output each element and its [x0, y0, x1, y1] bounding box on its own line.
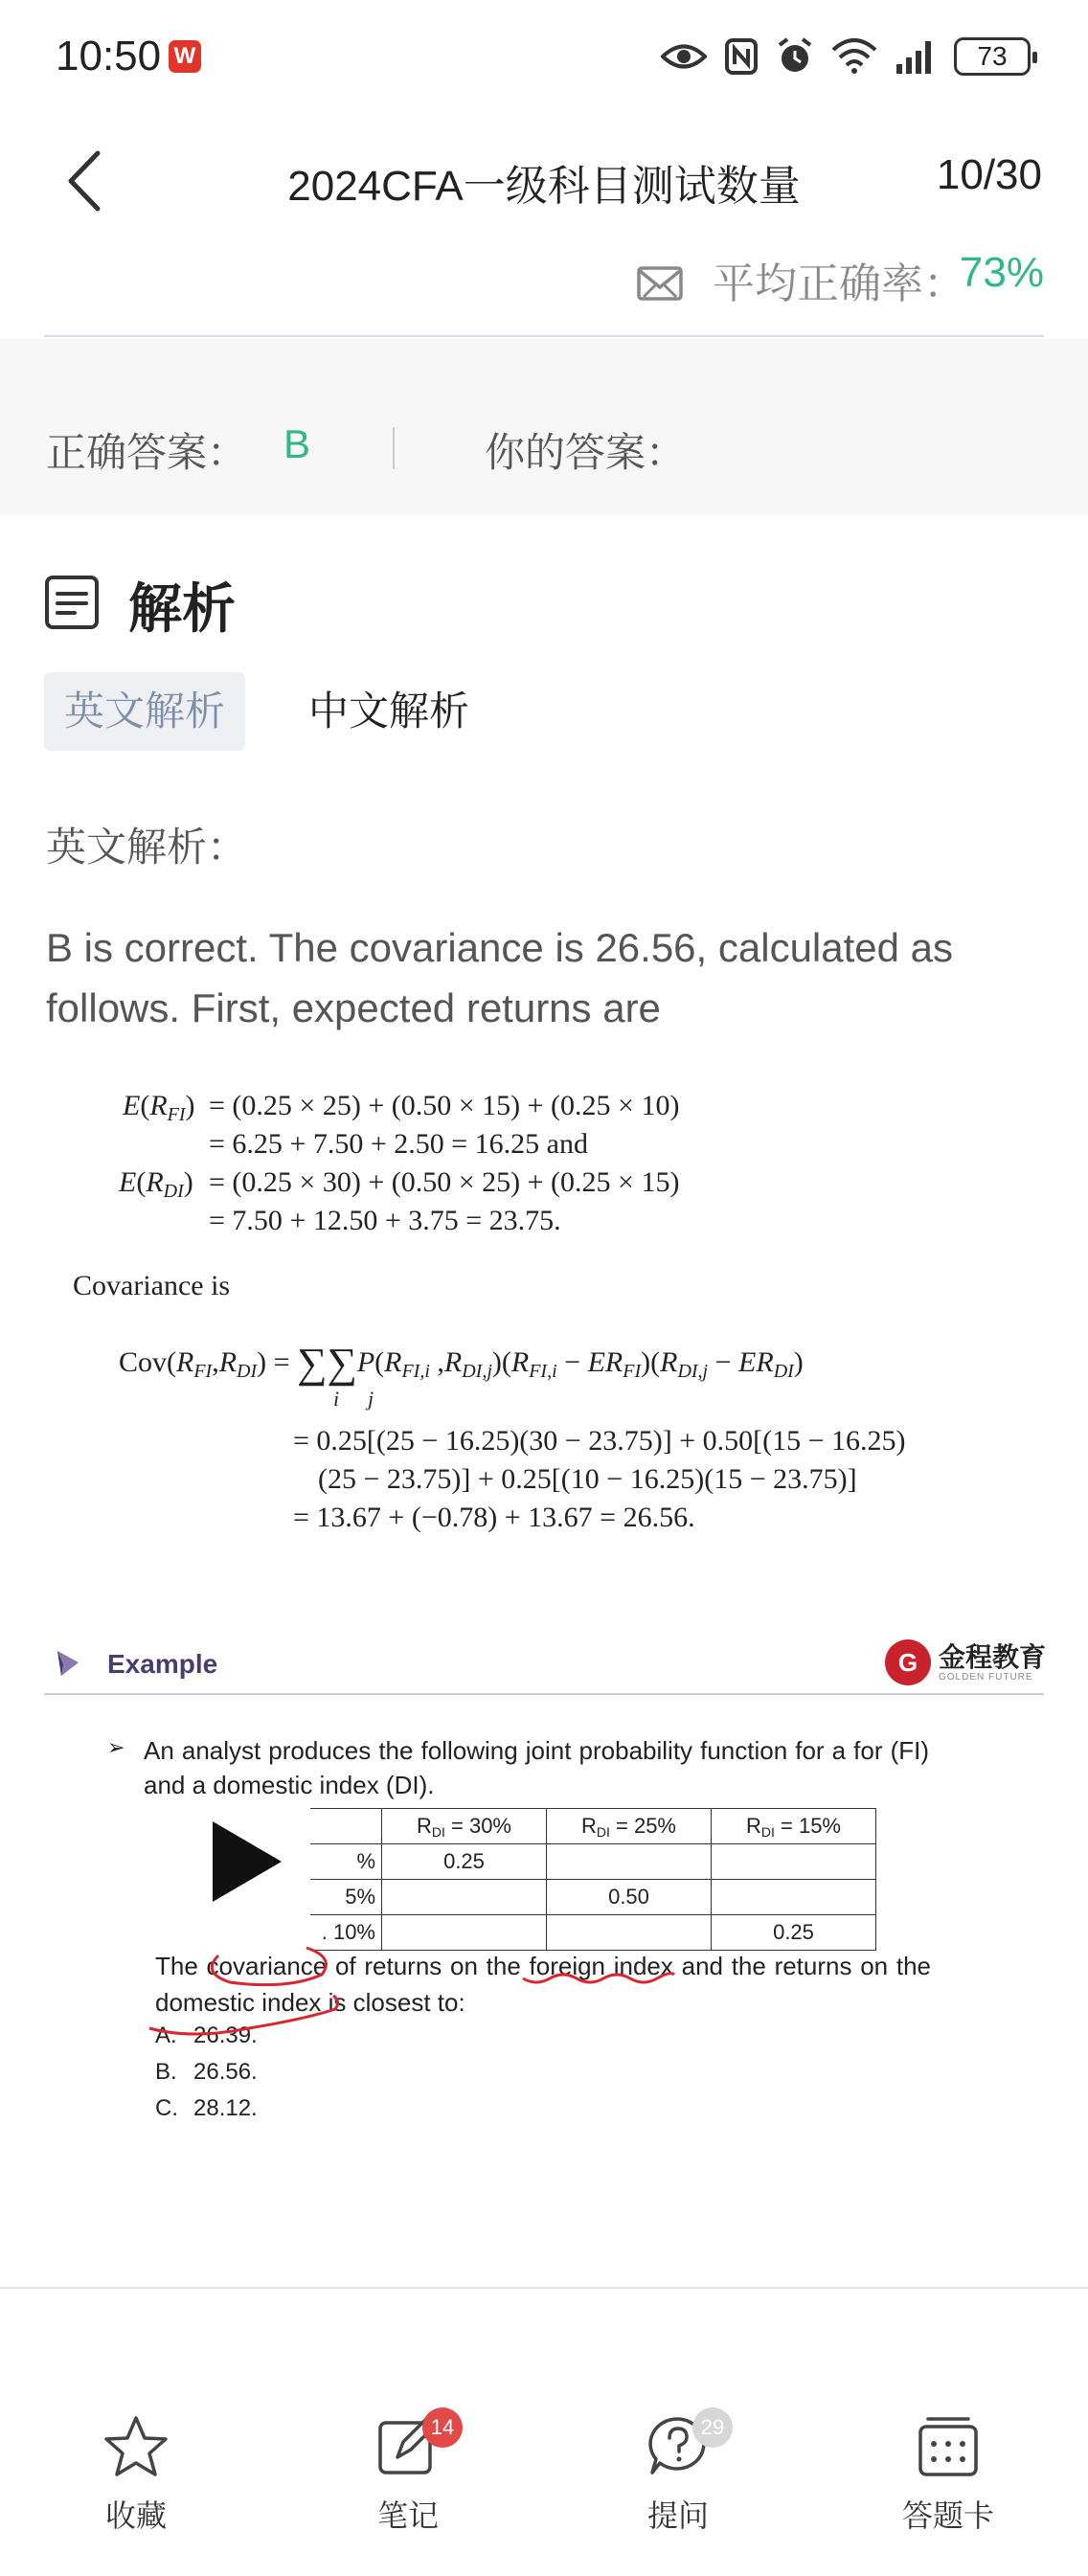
nav-answer-card[interactable]: [852, 2413, 1044, 2536]
eye-icon: [661, 40, 707, 73]
explanation-text: B is correct. The covariance is 26.56, calculated as follows. First, expected returns are: [46, 925, 954, 1030]
divider: [44, 335, 1044, 337]
nav-favorite[interactable]: [40, 2413, 232, 2536]
logo-text-cn: 金程教育: [939, 1641, 1047, 1672]
formula-edi-label: $E(R_{DI})$: [119, 1166, 193, 1202]
table-cell: . 10%: [210, 1915, 382, 1951]
option-c: C. 28.12.: [155, 2095, 258, 2121]
formula-image: [0, 1082, 1088, 1542]
app-notification-icon: W: [169, 40, 201, 73]
correct-answer-value: B: [283, 421, 311, 466]
nav-favorite-label[interactable]: 收藏: [104, 2498, 167, 2533]
table-header-cell: RDI = 30%: [382, 1809, 547, 1844]
nfc-icon: [724, 37, 759, 76]
table-cell: %: [210, 1844, 382, 1880]
table-cell: [712, 1880, 876, 1915]
content-divider: [0, 2287, 1088, 2289]
formula-efi-label: $E(R_{FI})$: [123, 1090, 195, 1125]
correct-answer-label: 正确答案：: [46, 430, 248, 475]
notes-icon-wrap[interactable]: [374, 2413, 455, 2480]
example-question-covariance: The covariance of returns on the foreign index and the returns on the domestic index is closest to:: [155, 1952, 931, 2017]
bullet-arrow-icon: ➢: [107, 1735, 125, 1759]
formula-line-6: (25 − 23.75)] + 0.25[(10 − 16.25)(15 − 23.75)]: [318, 1463, 857, 1495]
formula-line-3: = (0.25 × 30) + (0.50 × 25) + (0.25 × 15): [209, 1166, 680, 1198]
table-cell: 0.50: [547, 1880, 712, 1915]
logo-emblem-icon: G: [885, 1639, 931, 1685]
nav-answer-card-label[interactable]: 答题卡: [901, 2498, 994, 2533]
example-question: An analyst produces the following joint probability function for a for (FI) and a domestic index (DI).: [144, 1736, 929, 1799]
alarm-icon: [776, 37, 814, 76]
table-cell: 0.25: [712, 1915, 876, 1951]
bottom-nav: [0, 2413, 1088, 2557]
table-header-cell: RDI = 15%: [712, 1809, 876, 1844]
table-header-cell: RDI = 25%: [547, 1809, 712, 1844]
formula-line-4: = 7.50 + 12.50 + 3.75 = 23.75.: [209, 1205, 561, 1236]
sum-index-i: i: [333, 1387, 340, 1411]
your-answer-label: 你的答案：: [485, 430, 687, 475]
formula-line-2: = 6.25 + 7.50 + 2.50 = 16.25 and: [209, 1128, 588, 1160]
example-title: Example: [107, 1649, 218, 1679]
option-a: A. 26.39.: [155, 2022, 258, 2048]
nav-ask[interactable]: [582, 2413, 774, 2536]
analysis-title: 解析: [128, 578, 236, 639]
play-icon[interactable]: [211, 1819, 283, 1904]
stats-row: [0, 239, 1088, 326]
table-cell: 0.25: [382, 1844, 547, 1880]
separator: [393, 427, 395, 469]
feedback-mail-icon[interactable]: [636, 259, 686, 303]
ask-count-badge: 29: [692, 2407, 733, 2448]
table-cell: 5%: [210, 1880, 382, 1915]
question-counter: 10/30: [936, 151, 1042, 198]
table-cell: [547, 1915, 712, 1951]
formula-line-5: = 0.25[(25 − 16.25)(30 − 23.75)] + 0.50[(15 − 16.25): [293, 1425, 906, 1457]
status-time: 10:50: [56, 33, 162, 79]
sum-index-j: j: [368, 1387, 374, 1411]
option-b: B. 26.56.: [155, 2059, 258, 2085]
nav-notes[interactable]: [312, 2413, 504, 2536]
nav-ask-label[interactable]: 提问: [646, 2498, 709, 2533]
formula-line-7: = 13.67 + (−0.78) + 13.67 = 26.56.: [293, 1502, 695, 1533]
tab-english-analysis[interactable]: 英文解析: [44, 672, 245, 751]
answer-band: [0, 339, 1088, 515]
ask-icon-wrap[interactable]: [645, 2413, 725, 2480]
signal-icon: [895, 39, 937, 74]
example-divider: [44, 1693, 1044, 1695]
accuracy-value: 73%: [959, 249, 1044, 296]
covariance-sum-formula: $Cov(R_{FI},R_{DI}) = \sum\sum P(R_{FI,i}$ $,R_{DI,j})(R_{FI,i} - ER_{FI})(R_{DI,j} - ER_{DI})$: [119, 1340, 804, 1387]
battery-icon: 73: [954, 37, 1031, 76]
page-title: 2024CFA一级科目测试数量: [287, 163, 801, 210]
answer-card-icon[interactable]: [915, 2413, 982, 2480]
covariance-heading: Covariance is: [73, 1270, 231, 1301]
wifi-icon: [831, 38, 877, 75]
example-arrow-icon: [54, 1649, 82, 1678]
english-analysis-heading: 英文解析：: [46, 825, 248, 870]
document-icon: [44, 575, 100, 630]
table-cell: [547, 1844, 712, 1880]
status-bar: [0, 0, 1088, 115]
formula-line-1: = (0.25 × 25) + (0.50 × 15) + (0.25 × 10): [209, 1090, 680, 1121]
logo-text-en: GOLDEN FUTURE: [939, 1671, 1033, 1683]
table-cell: [382, 1880, 547, 1915]
notes-count-badge: 14: [422, 2407, 463, 2448]
status-icons: [661, 33, 1031, 80]
star-icon[interactable]: [102, 2413, 170, 2480]
header: [0, 134, 1088, 230]
table-cell: [382, 1915, 547, 1951]
tab-chinese-analysis[interactable]: 中文解析: [308, 689, 470, 734]
nav-notes-label[interactable]: 笔记: [376, 2498, 439, 2533]
table-cell: [712, 1844, 876, 1880]
golden-future-logo: [885, 1639, 1046, 1685]
accuracy-label: 平均正确率：: [713, 260, 965, 307]
